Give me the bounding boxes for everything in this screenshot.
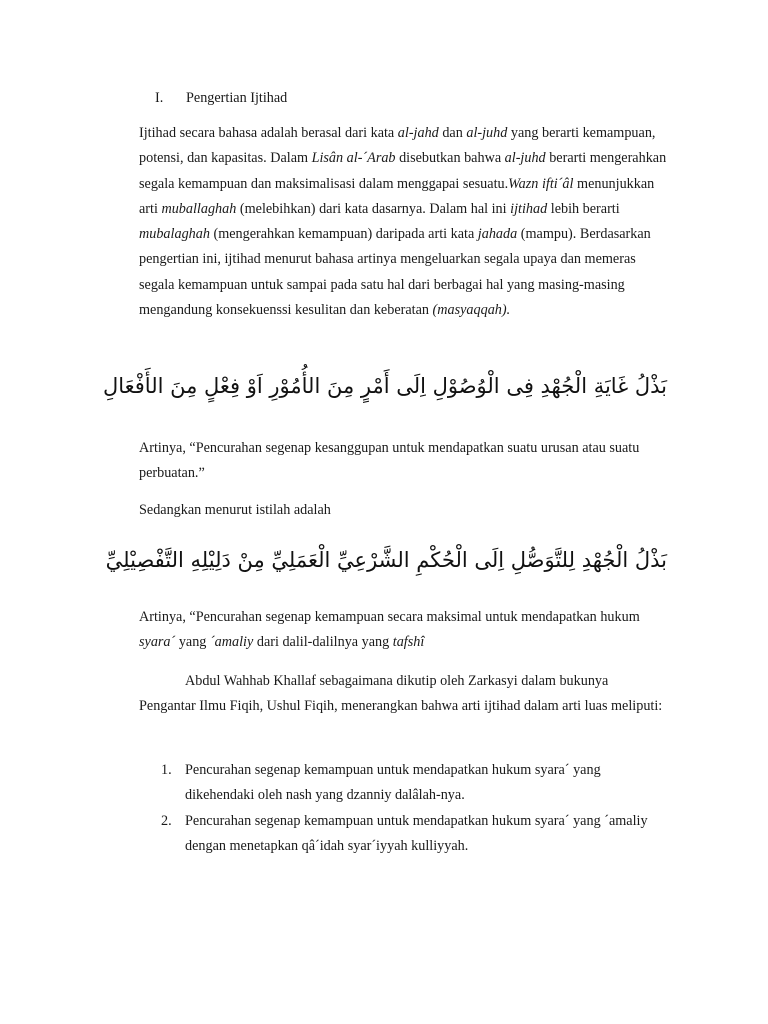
- section-number: I.: [155, 90, 164, 106]
- text-run: Artinya, “Pencurahan segenap kemampuan secara maksimal untuk mendapatkan hukum: [139, 609, 640, 625]
- italic-term: al-juhd: [466, 125, 508, 141]
- italic-term: ijtihad: [510, 200, 548, 217]
- list-item: [139, 809, 667, 860]
- italic-term: al-jahd: [397, 125, 439, 141]
- text-run: (mengerahkan kemampuan) daripada arti kata: [209, 226, 478, 243]
- italic-term: nash: [285, 787, 312, 804]
- paragraph-translation-1: [139, 436, 667, 487]
- italic-term: mubalaghah: [139, 226, 210, 243]
- text-run: lebih berarti: [547, 200, 620, 217]
- text-run: Ijtihad secara bahasa adalah berasal dari kata: [139, 125, 398, 141]
- italic-term: Lisân al-´Arab: [311, 150, 396, 167]
- text-run: Sedangkan menurut istilah adalah: [139, 502, 331, 518]
- text-run: menunjukkan arti: [139, 175, 655, 217]
- italic-term: syara´: [139, 634, 176, 651]
- paragraph-definition-language: [139, 121, 667, 323]
- text-run: dan: [438, 125, 467, 141]
- list-item-text: [185, 762, 601, 803]
- list-item: [139, 758, 667, 809]
- italic-term: ´amaliy: [604, 812, 648, 829]
- text-run: berarti mengerahkan segala kemampuan dan maksimalisasi dalam menggapai sesuatu.: [139, 150, 667, 192]
- text-run: dengan menetapkan: [185, 837, 302, 854]
- text-run: -nya.: [435, 787, 465, 804]
- text-run: yang berarti kemampuan, potensi, dan kapasitas. Dalam: [139, 125, 656, 167]
- section-heading: [155, 88, 287, 108]
- paragraph-terminology-intro: [139, 498, 667, 523]
- italic-term: (masyaqqah).: [432, 302, 511, 319]
- text-run: yang: [311, 787, 347, 804]
- list-number: 1.: [161, 762, 172, 778]
- numbered-list: [139, 758, 667, 859]
- text-run: (mampu). Berdasarkan pengertian ini, ijtihad menurut bahasa artinya mengeluarkan segala upaya dan memeras segala kemampuan untuk sampai pada satu hal dari berbagai hal yang masing-masing mengandung konsekuenssi kesulitan dan keberatan: [139, 226, 651, 319]
- italic-term: tafshî: [392, 634, 425, 651]
- arabic-definition-terminology: بَذْلُ الْجُهْدِ لِلتَّوَصُّلِ اِلَى الْحُكْمِ الشَّرْعِيِّ الْعَمَلِيِّ مِنْ دَلِيْلِهِ التَّفْصِيْلِيِّ: [105, 548, 667, 572]
- italic-term: jahada: [477, 226, 518, 243]
- italic-term: ´amaliy: [209, 634, 254, 651]
- italic-term: Wazn ifti´âl: [508, 175, 574, 192]
- italic-term: qâ´idah syar´iyyah kulliyyah.: [301, 837, 469, 854]
- arabic-definition-language: بَذْلُ غَايَةِ الْجُهْدِ فِى الْوُصُوْلِ اِلَى أَمْرٍ مِنَ الأُمُوْرِ اَوْ فِعْلٍ مِنَ الأَفْعَالِ: [102, 374, 667, 398]
- text-run: yang: [175, 634, 210, 651]
- text-run: Pencurahan segenap kemampuan untuk mendapatkan hukum: [185, 762, 535, 778]
- list-number: 2.: [161, 812, 172, 829]
- italic-term: syara´: [534, 812, 570, 829]
- text-run: disebutkan bahwa: [395, 150, 505, 167]
- text-run: Abdul Wahhab Khallaf sebagaimana dikutip oleh Zarkasyi dalam bukunya Pengantar Ilmu Fiqih, Ushul Fiqih, menerangkan bahwa arti ijtihad dalam arti luas meliputi:: [139, 673, 663, 715]
- section-title: Pengertian Ijtihad: [186, 90, 288, 106]
- paragraph-translation-2: [139, 605, 667, 656]
- text-run: dari dalil-dalilnya yang: [253, 634, 393, 651]
- italic-term: dzanniy dalâlah: [346, 787, 436, 804]
- list-item-text: [185, 813, 648, 854]
- italic-term: syara´: [534, 762, 570, 778]
- text-run: yang dikehendaki oleh: [185, 762, 601, 804]
- text-run: yang: [569, 812, 605, 829]
- italic-term: al-juhd: [504, 150, 546, 167]
- italic-term: muballaghah: [161, 200, 237, 217]
- text-run: Artinya, “Pencurahan segenap kesanggupan untuk mendapatkan suatu urusan atau suatu perbuatan.”: [139, 440, 640, 482]
- text-run: Pencurahan segenap kemampuan untuk mendapatkan hukum: [185, 812, 535, 829]
- text-run: (melebihkan) dari kata dasarnya. Dalam hal ini: [236, 200, 511, 217]
- paragraph-khallaf: [139, 669, 667, 720]
